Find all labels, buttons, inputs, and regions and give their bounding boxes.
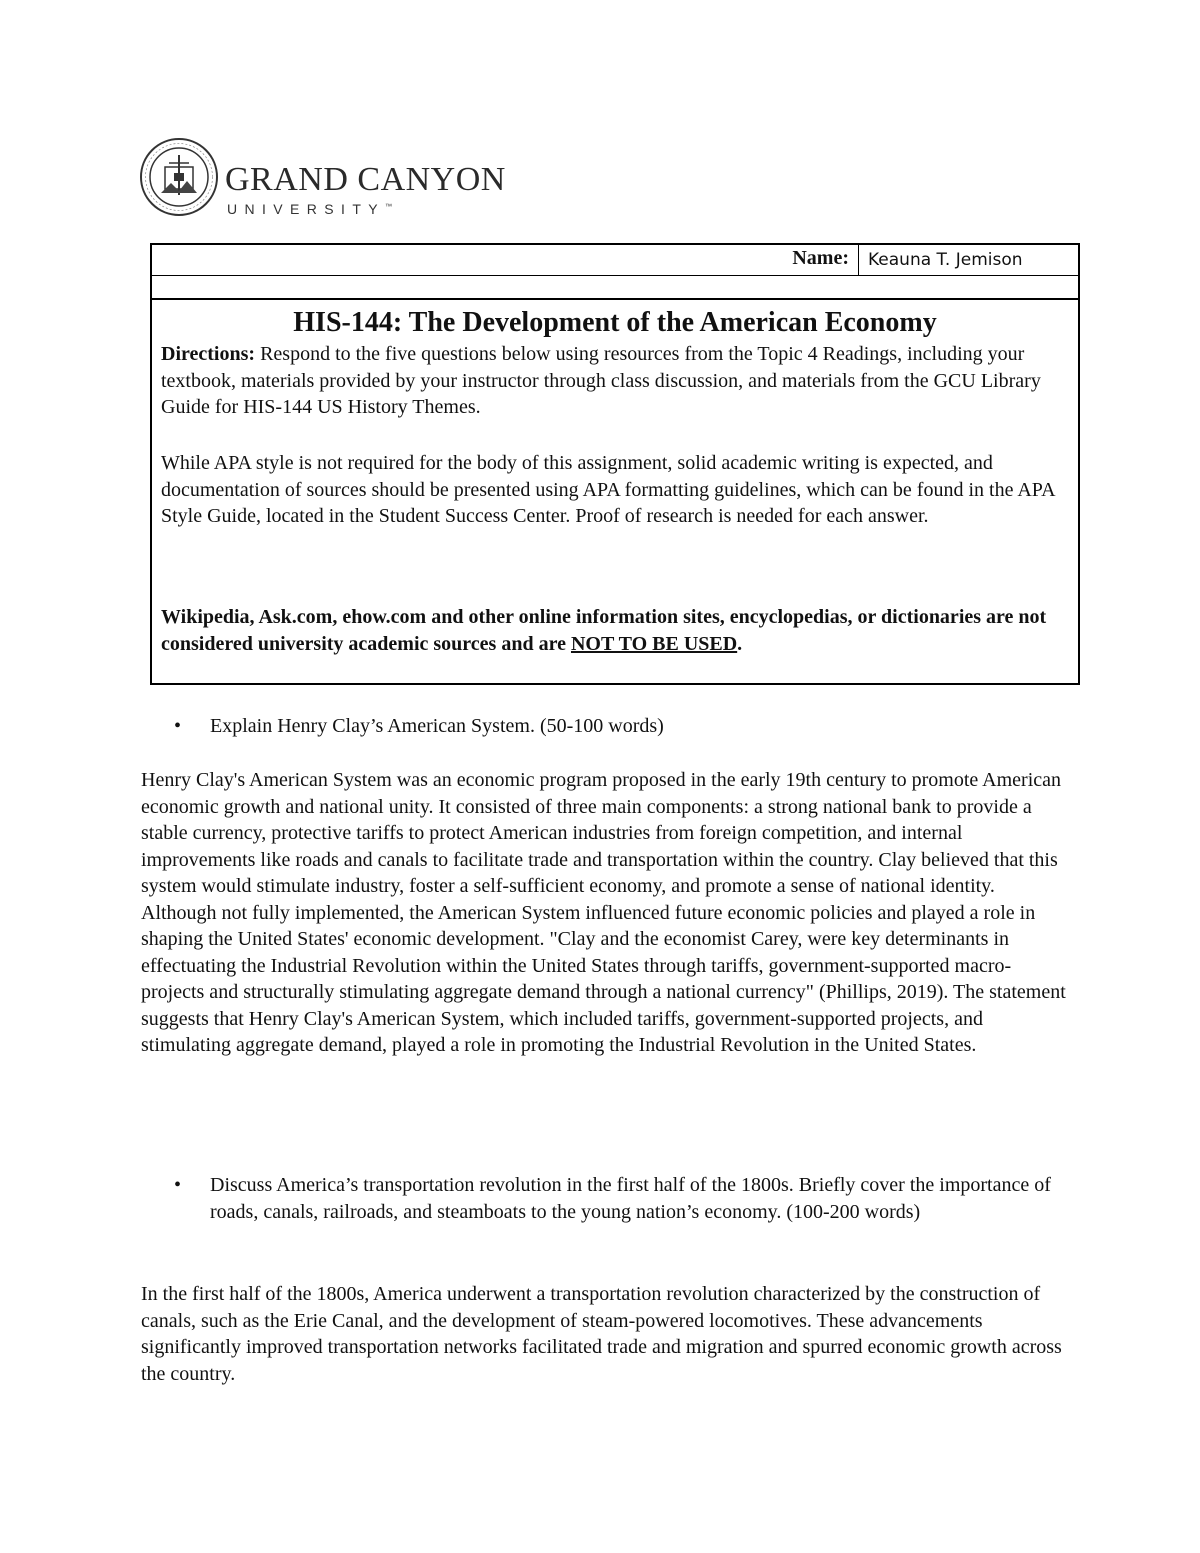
name-label: Name: [792, 247, 849, 269]
directions-label: Directions: [161, 343, 256, 365]
logo-name: GRAND CANYON [225, 161, 506, 198]
university-seal-icon [139, 137, 219, 217]
name-row [152, 245, 1078, 276]
bullet: • [174, 715, 182, 737]
directions-paragraph [161, 341, 1066, 421]
answer-2: In the first half of the 1800s, America underwent a transportation revolution characterized by the construction of canals, such as the Erie Canal, and the development of steam-powered locomotives. These advancements significantly improved transportation networks facilitated trade and migration and spurred economic growth across the country. [141, 1283, 1062, 1385]
question-2-prompt: Discuss America’s transportation revolution in the first half of the 1800s. Briefly cover the importance of roads, canals, railroads, and steamboats to the young nation’s economy. (100-200 words) [210, 1174, 1051, 1223]
assignment-header-box [150, 243, 1080, 685]
question-1-prompt: Explain Henry Clay’s American System. (50-100 words) [210, 715, 664, 737]
name-divider [858, 245, 859, 275]
blank-row [152, 276, 1078, 300]
bullet: • [174, 1174, 182, 1196]
sources-warning: Wikipedia, Ask.com, ehow.com and other online information sites, encyclopedias, or dictionaries are not considered university academic sources and are NOT TO BE USED. [161, 606, 1047, 655]
directions-text: Respond to the five questions below using resources from the Topic 4 Readings, including your textbook, materials provided by your instructor through class discussion, and materials from the GCU Library Guide for HIS-144 US History Themes. [161, 343, 1041, 418]
university-logo [139, 137, 506, 217]
name-value: Keauna T. Jemison [868, 250, 1023, 270]
apa-paragraph: While APA style is not required for the body of this assignment, solid academic writing is expected, and documentation of sources should be presented using APA formatting guidelines, which can be found in the APA Style Guide, located in the Student Success Center. Proof of research is needed for each answer. [161, 452, 1055, 527]
logo-wordmark [225, 161, 506, 217]
course-title: HIS-144: The Development of the American Economy [293, 307, 937, 338]
logo-subtitle: UNIVERSITY™ [227, 201, 393, 217]
answer-1: Henry Clay's American System was an economic program proposed in the early 19th century to promote American economic growth and national unity. It consisted of three main components: a strong national bank to provide a stable currency, protective tariffs to protect American industries from foreign competition, and internal improvements like roads and canals to facilitate trade and transportation within the country. Clay believed that this system would stimulate industry, foster a self-sufficient economy, and promote a sense of national identity. Although not fully implemented, the American System influenced future economic policies and played a role in shaping the United States' economic development. "Clay and the economist Carey, were key determinants in effectuating the Industrial Revolution within the United States through tariffs, government-supported macro-projects and structurally stimulating aggregate demand through a national currency" (Phillips, 2019). The statement suggests that Henry Clay's American System, which included tariffs, government-supported projects, and stimulating aggregate demand, played a role in promoting the Industrial Revolution in the United States. [141, 769, 1066, 1056]
warning-emphasis: NOT TO BE USED [570, 632, 738, 655]
